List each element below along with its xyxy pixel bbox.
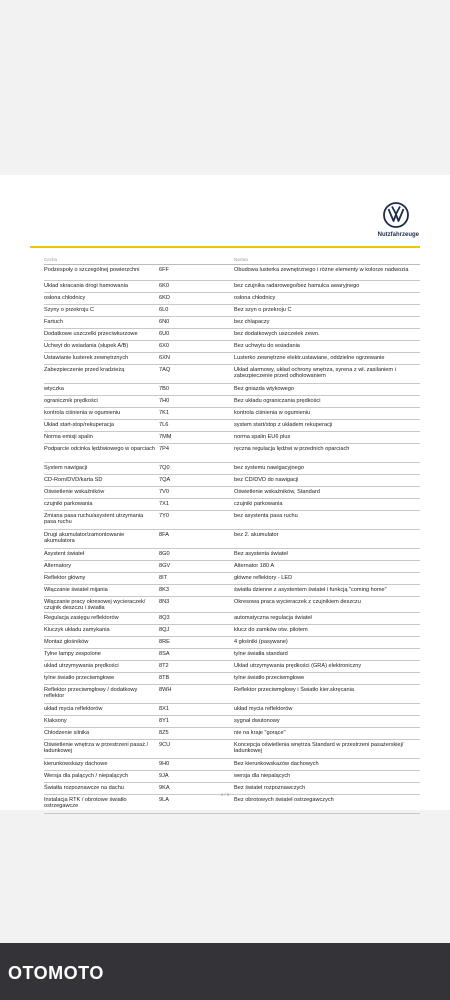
table-row — [44, 704, 420, 716]
table-row — [44, 613, 420, 625]
row-feature: tylne światło przeciwmgłowe — [44, 675, 115, 681]
row-feature: układ mycia reflektorów — [44, 706, 103, 712]
row-name: Okresowa praca wycieraczek z czujnikiem deszczu — [234, 599, 361, 605]
row-code: 7H0 — [159, 398, 170, 404]
table-row — [44, 463, 420, 475]
row-name: bez 2. akumulator — [234, 532, 279, 538]
row-code: 9LA — [159, 797, 169, 803]
vw-logo-icon — [383, 202, 409, 228]
document-page — [0, 175, 450, 810]
row-code: 9KA — [159, 785, 170, 791]
footer-bar — [0, 943, 450, 1000]
table-row — [44, 487, 420, 499]
row-name: sygnał dwutonowy — [234, 718, 280, 724]
row-code: 6U0 — [159, 331, 170, 337]
row-name: Bez świateł rozpoznawczych — [234, 785, 306, 791]
row-feature: Instalacja RTK / obrotowe światło ostrzegawcze — [44, 797, 127, 809]
row-feature: Oświetlenie wskaźników — [44, 489, 105, 495]
row-feature: Drugi akumulator/zamontowanie akumulatora — [44, 532, 125, 544]
table-row — [44, 384, 420, 396]
row-feature: Podzespoły o szczególnej powierzchni — [44, 267, 140, 273]
row-feature: Uchwyt do wsiadania (słupek A/B) — [44, 343, 129, 349]
row-code: 7L6 — [159, 422, 169, 428]
row-name: bez CD/DVD do nawigacji — [234, 477, 299, 483]
row-code: 6L0 — [159, 307, 169, 313]
row-feature: Asystent świateł — [44, 551, 85, 557]
row-feature: kierunkowskazy dachowe — [44, 761, 108, 767]
table-row — [44, 305, 420, 317]
row-name: Układ alarmowy, układ ochrony wnętrza, syrena z wł. zasilaniem i zabezpieczenie przed odholowaniem — [234, 367, 396, 379]
row-name: Bez obrotowych świateł ostrzegawczych — [234, 797, 334, 803]
row-name: Reflektor przeciwmgłowy i Światło kier.skręcania — [234, 687, 354, 693]
row-code: 8T2 — [159, 663, 169, 669]
row-feature: Układ start-stop/rekuperacja — [44, 422, 114, 428]
row-name: Lusterko zewnętrzne elektr.ustawiane, oddzielne ogrzewanie — [234, 355, 385, 361]
row-name: klucz do zamków otw. pilotem — [234, 627, 308, 633]
row-code: 7K1 — [159, 410, 169, 416]
row-name: Bez gniazda wtykowego — [234, 386, 295, 392]
table-row — [44, 740, 420, 759]
row-code: 9H0 — [159, 761, 170, 767]
row-name: bez systemu nawigacyjnego — [234, 465, 304, 471]
table-row — [44, 561, 420, 573]
table-row — [44, 597, 420, 613]
otomoto-logo: OTOMOTO — [8, 963, 104, 983]
row-code: 8GV — [159, 563, 171, 569]
row-code: 8TB — [159, 675, 170, 681]
row-feature: Tylne lampy zespolone — [44, 651, 101, 657]
row-feature: Norma emisji spalin — [44, 434, 93, 440]
row-name: Bez kierunkowskazów dachowych — [234, 761, 319, 767]
row-feature: System nawigacji — [44, 465, 88, 471]
row-name: 4 głośniki (pasywane) — [234, 639, 288, 645]
row-code: 7V0 — [159, 489, 169, 495]
table-row — [44, 637, 420, 649]
row-feature: ogranicznik prędkości — [44, 398, 98, 404]
table-row — [44, 673, 420, 685]
row-feature: Podparcie odcinka lędźwiowego w oparciach — [44, 446, 156, 452]
row-name: światła dzienne z asystentem świateł i funkcją "coming home" — [234, 587, 387, 593]
table-row — [44, 293, 420, 305]
row-name: Alternator 180 A — [234, 563, 275, 569]
row-name: główne reflektory - LED — [234, 575, 293, 581]
table-row — [44, 549, 420, 561]
row-name: bez chlapaczy — [234, 319, 270, 325]
table-row — [44, 499, 420, 511]
row-name: Bez szyn o przekroju C — [234, 307, 292, 313]
row-code: 9CU — [159, 742, 171, 748]
table-row — [44, 408, 420, 420]
row-name: ręczna regulacja lędźwi w przednich oparciach — [234, 446, 350, 452]
table-row — [44, 475, 420, 487]
table-row — [44, 685, 420, 704]
table-row — [44, 649, 420, 661]
row-feature: osłona chłodnicy — [44, 295, 86, 301]
page-number: 4 / 5 — [220, 792, 230, 797]
table-row — [44, 573, 420, 585]
row-feature: Alternatory — [44, 563, 72, 569]
row-feature: Ustawianie lusterek zewnętrznych — [44, 355, 129, 361]
table-row — [44, 341, 420, 353]
row-feature: Zabezpieczenie przed kradzieżą — [44, 367, 125, 373]
table-row — [44, 444, 420, 463]
row-feature: kontrola ciśnienia w ogumieniu — [44, 410, 121, 416]
row-name: Bez uchwytu do wsiadania — [234, 343, 300, 349]
table-row — [44, 396, 420, 408]
row-feature: Fartuch — [44, 319, 63, 325]
row-code: 8Q3 — [159, 615, 170, 621]
row-feature: Włączanie pracy okresowej wycieraczek/ czujnik deszczu i światła — [44, 599, 146, 611]
row-code: 7QA — [159, 477, 171, 483]
row-code: 8K3 — [159, 587, 169, 593]
feature-table — [44, 255, 420, 814]
row-feature: CD-Rom/DVD/karta SD — [44, 477, 103, 483]
row-name: bez dodatkowych uszczelek zewn. — [234, 331, 320, 337]
row-name: wersja dla niepalących — [234, 773, 291, 779]
row-feature: Regulacja zasięgu reflektorów — [44, 615, 119, 621]
table-row — [44, 317, 420, 329]
row-feature: czujniki parkowania — [44, 501, 93, 507]
table-header — [44, 255, 420, 265]
row-code: 8QJ — [159, 627, 170, 633]
table-row — [44, 771, 420, 783]
row-name: osłona chłodnicy — [234, 295, 276, 301]
row-code: 7Y0 — [159, 513, 169, 519]
row-feature: Chłodzenie silnika — [44, 730, 90, 736]
table-row — [44, 432, 420, 444]
row-code: 7AQ — [159, 367, 171, 373]
row-name: bez czujnika radarowego/bez hamulca awaryjnego — [234, 283, 360, 289]
row-name: Układ utrzymywania prędkości (GRA) elektroniczny — [234, 663, 362, 669]
row-code: 8Z5 — [159, 730, 169, 736]
table-row — [44, 365, 420, 384]
row-feature: Zmiana pasa ruchu/asystent utrzymania pasa ruchu — [44, 513, 144, 525]
table-row — [44, 265, 420, 281]
row-code: 8FA — [159, 532, 169, 538]
row-code: 8SA — [159, 651, 170, 657]
row-feature: Reflektor przeciwmgłowy / dodatkowy reflektor — [44, 687, 138, 699]
row-feature: Wersja dla palących / niepalących — [44, 773, 129, 779]
row-name: czujniki parkowania — [234, 501, 283, 507]
row-code: 7B0 — [159, 386, 169, 392]
table-row — [44, 625, 420, 637]
table-row — [44, 511, 420, 530]
row-code: 7P4 — [159, 446, 169, 452]
row-code: 8X1 — [159, 706, 169, 712]
row-name: automatyczna regulacja świateł — [234, 615, 312, 621]
row-feature: Oświetlenie wnętrza w przestrzeni pasaż./ ładunkowej — [44, 742, 149, 754]
row-feature: Dodatkowe uszczelki przeciwkurzowe — [44, 331, 138, 337]
row-code: 7Q0 — [159, 465, 170, 471]
table-row — [44, 728, 420, 740]
header-feature: Cecha — [44, 257, 58, 262]
row-code: 8Y1 — [159, 718, 169, 724]
row-code: 6KD — [159, 295, 170, 301]
table-row — [44, 661, 420, 673]
row-code: 8WH — [159, 687, 172, 693]
row-feature: wtyczka — [44, 386, 64, 392]
row-name: Obudowa lusterka zewnętrznego i różne elementy w kolorze nadwozia — [234, 267, 409, 273]
table-row — [44, 353, 420, 365]
row-code: 7MM — [159, 434, 172, 440]
row-feature: Światła rozpoznawcze na dachu — [44, 785, 124, 791]
row-feature: Układ skracania drogi hamowania — [44, 283, 128, 289]
row-name: norma spalin EU6 plus — [234, 434, 291, 440]
row-feature: Szyny o przekroju C — [44, 307, 95, 313]
row-code: 6X0 — [159, 343, 169, 349]
table-row — [44, 530, 420, 549]
row-code: 6K0 — [159, 283, 169, 289]
row-code: 8N3 — [159, 599, 170, 605]
row-feature: Kluczyk układu zamykania — [44, 627, 110, 633]
header-divider — [30, 246, 420, 248]
row-feature: układ utrzymywania prędkości — [44, 663, 119, 669]
table-row — [44, 585, 420, 597]
row-code: 8IT — [159, 575, 168, 581]
table-row — [44, 795, 420, 814]
row-name: Koncepcja oświetlenia wnętrza Standard w przestrzeni pasażerskiej/ładunkowej — [234, 742, 404, 754]
row-name: kontrola ciśnienia w ogumieniu — [234, 410, 311, 416]
row-name: Oświetlenie wskaźników, Standard — [234, 489, 320, 495]
row-feature: Klaksony — [44, 718, 67, 724]
row-code: 6FF — [159, 267, 169, 273]
row-code: 7X1 — [159, 501, 169, 507]
brand-name: Nutzfahrzeuge — [377, 232, 419, 238]
table-row — [44, 759, 420, 771]
row-name: tylne światło przeciwmgłowe — [234, 675, 305, 681]
row-name: bez asystenta pasa ruchu — [234, 513, 298, 519]
row-code: 8RE — [159, 639, 170, 645]
row-code: 6N0 — [159, 319, 170, 325]
table-row — [44, 716, 420, 728]
table-row — [44, 420, 420, 432]
row-code: 9JA — [159, 773, 169, 779]
row-name: system start/stop z układem rekuperacji — [234, 422, 333, 428]
table-row — [44, 281, 420, 293]
row-feature: Reflektor główny — [44, 575, 86, 581]
row-name: Bez asystenta świateł — [234, 551, 288, 557]
row-name: tylne światła standard — [234, 651, 288, 657]
row-feature: Montaż głośników — [44, 639, 89, 645]
row-name: nie na kraje "gorące" — [234, 730, 286, 736]
row-feature: Włączanie świateł mijania — [44, 587, 108, 593]
row-name: Bez układu ograniczania prędkości — [234, 398, 321, 404]
row-code: 6XN — [159, 355, 170, 361]
row-code: 8G0 — [159, 551, 170, 557]
table-row — [44, 329, 420, 341]
header-name: Nazwa — [234, 257, 248, 262]
row-name: układ mycia reflektorów — [234, 706, 293, 712]
